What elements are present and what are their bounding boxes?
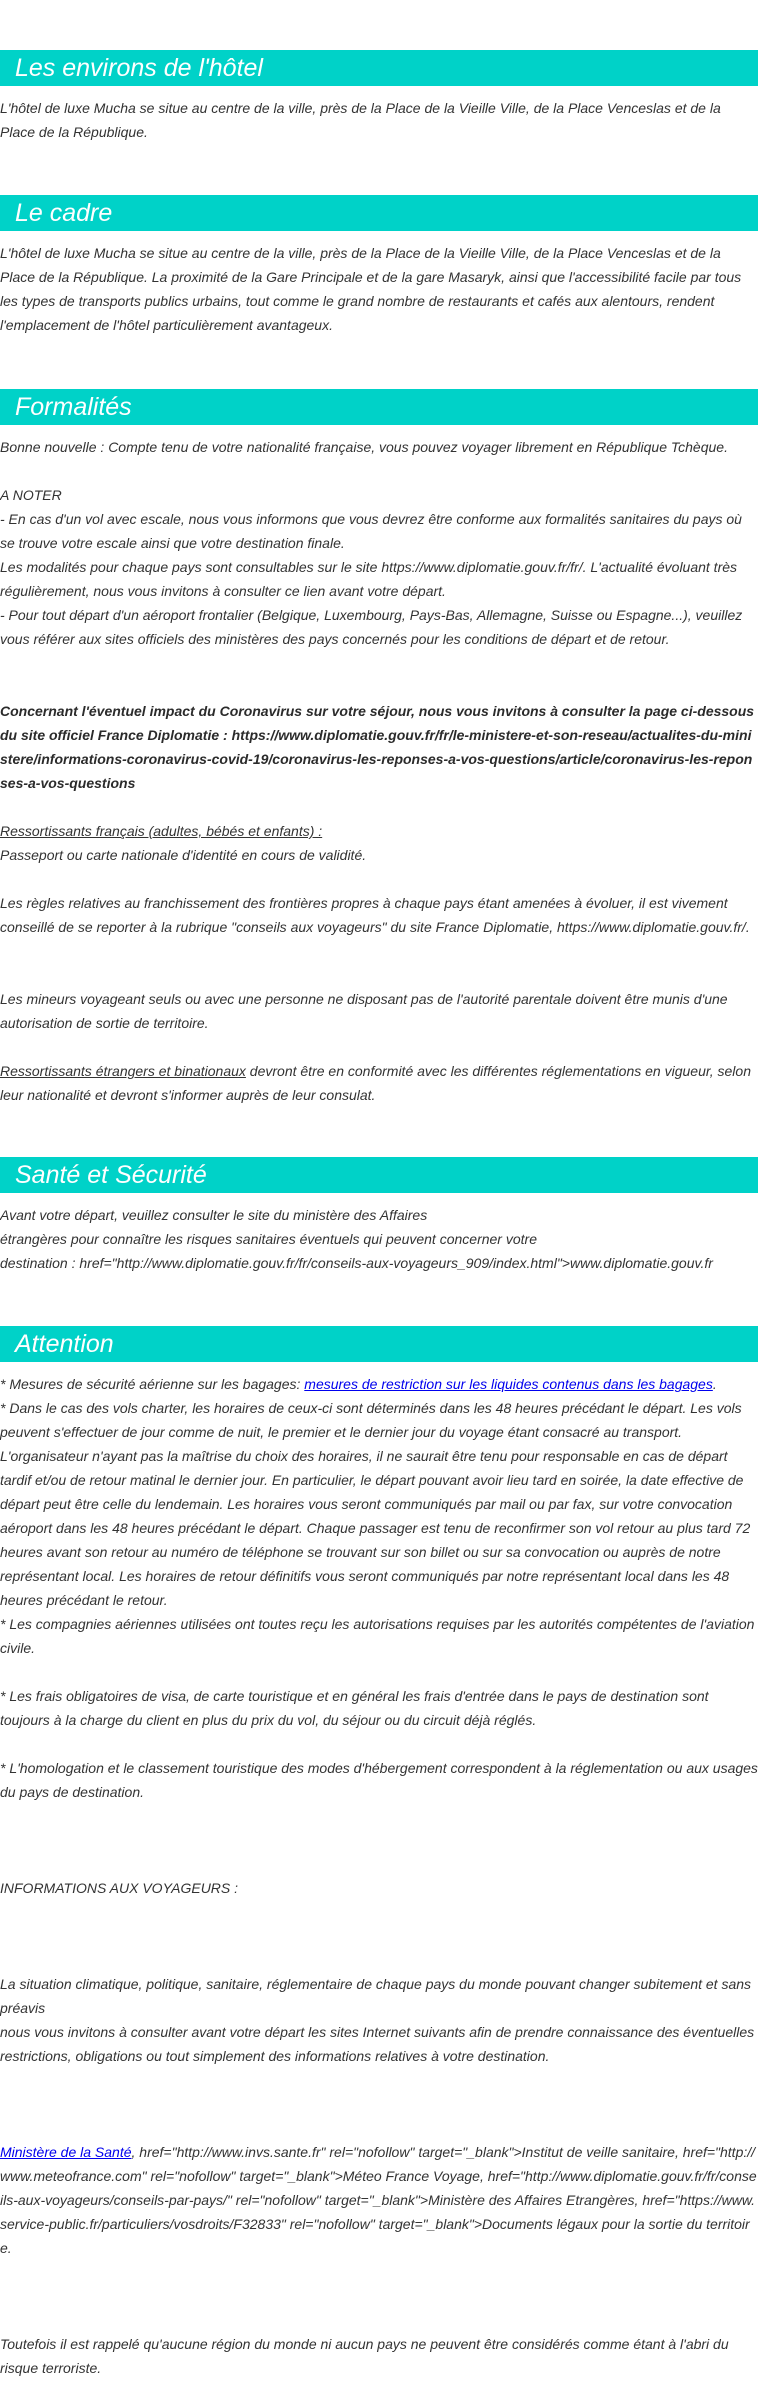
attention-bagages: [0, 1372, 758, 1396]
formalites-escale: - En cas d'un vol avec escale, nous vous informons que vous devrez être conforme aux formalités sanitaires du pays où se trouve votre escale ainsi que votre destination finale.: [0, 511, 742, 551]
ressortissants-etrangers-text: devront être en conformité avec les différentes réglementations en vigueur, selon leur nationalité et devront s'informer auprès de leur consulat.: [0, 1063, 751, 1103]
attention-vols-charter: * Dans le cas des vols charter, les horaires de ceux-ci sont déterminés dans les 48 heures précédant le départ. Les vols peuvent s'effectuer de jour comme de nuit, le premier et le dernier jour du voyage étant consacré au transport. L'organisateur n'ayant pas la maîtrise du choix des horaires, il ne saurait être tenu pour responsable en cas de départ tardif et/ou de retour matinal le dernier jour. En particulier, le départ pouvant avoir lieu tard en soirée, la date effective de départ peut être celle du lendemain. Les horaires vous seront communiqués par mail ou par fax, sur votre convocation aéroport dans les 48 heures précédant le départ. Chaque passager est tenu de reconfirmer son vol retour au plus tard 72 heures avant son retour au numéro de téléphone se trouvant sur son billet ou sur sa convocation ou auprès de notre représentant local. Les horaires de retour définitifs vous seront communiqués par notre représentant local dans les 48 heures précédant le retour.: [0, 1400, 751, 1608]
attention-terroriste: Toutefois il est rappelé qu'aucune région du monde ni aucun pays ne peuvent être considérés comme étant à l'abri du risque terroriste.: [0, 2336, 729, 2376]
section-heading-environs: Les environs de l'hôtel: [0, 50, 758, 86]
attention-bagages-suffix: .: [712, 1376, 717, 1392]
ressortissants-etrangers-heading: Ressortissants étrangers et binationaux: [0, 1063, 246, 1079]
sites-list-text: , href="http://www.invs.sante.fr" rel="nofollow" target="_blank">Institut de veille sanitaire, href="http://www.meteofrance.com" rel="nofollow" target="_blank">Méteo France Voyage, href="http://www.diplomatie.gouv.fr/fr/conseils-aux-voyageurs/conseils-par-pays/" rel="nofollow" target="_blank">Ministère des Affaires Etrangères, href="https://www.service-public.fr/particuliers/vosdroits/F32833" rel="nofollow" target="_blank">Documents légaux pour la sortie du territoire.: [0, 2144, 757, 2256]
sante-line-2: étrangères pour connaître les risques sanitaires éventuels qui peuvent concerner votre: [0, 1231, 537, 1247]
liquides-restriction-link[interactable]: mesures de restriction sur les liquides contenus dans les bagages: [304, 1376, 713, 1392]
ministere-sante-link[interactable]: Ministère de la Santé: [0, 2144, 132, 2160]
formalites-frontalier: - Pour tout départ d'un aéroport frontalier (Belgique, Luxembourg, Pays-Bas, Allemagne, Suisse ou Espagne...), veuillez vous référer aux sites officiels des ministères des pays concernés pour les conditions de départ et de retour.: [0, 607, 743, 647]
section-heading-cadre: Le cadre: [0, 195, 758, 231]
section-heading-sante: Santé et Sécurité: [0, 1157, 758, 1193]
formalites-intro: Bonne nouvelle : Compte tenu de votre nationalité française, vous pouvez voyager librement en République Tchèque.: [0, 439, 728, 455]
situation-line-1: La situation climatique, politique, sanitaire, réglementaire de chaque pays du monde pouvant changer subitement et sans préavis: [0, 1976, 752, 2016]
sante-line-1: Avant votre départ, veuillez consulter le site du ministère des Affaires: [0, 1207, 428, 1223]
attention-frais: * Les frais obligatoires de visa, de carte touristique et en général les frais d'entrée dans le pays de destination sont toujours à la charge du client en plus du prix du vol, du séjour ou du circuit déjà réglés.: [0, 1688, 709, 1728]
sante-line-3: destination : href="http://www.diplomatie.gouv.fr/fr/conseils-aux-voyageurs_909/index.html">www.diplomatie.gouv.fr: [0, 1255, 713, 1271]
attention-bagages-prefix: * Mesures de sécurité aérienne sur les bagages:: [0, 1376, 305, 1392]
formalites-regles: Les règles relatives au franchissement des frontières propres à chaque pays étant amenées à évoluer, il est vivement conseillé de se reporter à la rubrique "conseils aux voyageurs" du site France Diplomatie, https://www.diplomatie.gouv.fr/.: [0, 895, 750, 935]
attention-compagnies: * Les compagnies aériennes utilisées ont toutes reçu les autorisations requises par les autorités compétentes de l'aviation civile.: [0, 1616, 755, 1656]
infos-voyageurs-heading: INFORMATIONS AUX VOYAGEURS :: [0, 1880, 239, 1896]
situation-line-2: nous vous invitons à consulter avant votre départ les sites Internet suivants afin de prendre connaissance des éventuelles restrictions, obligations ou tout simplement des informations relatives à votre destination.: [0, 2024, 755, 2064]
ressortissants-francais: [0, 819, 758, 843]
cadre-text: L'hôtel de luxe Mucha se situe au centre de la ville, près de la Place de la Vieille Ville, de la Place Venceslas et de la Place de la République. La proximité de la Gare Principale et de la gare Masaryk, ainsi que l'accessibilité facile par tous les types de transports publics urbains, tout comme le grand nombre de restaurants et cafés aux alentours, rendent l'emplacement de l'hôtel particulièrement avantageux.: [0, 245, 742, 333]
formalites-modalites: Les modalités pour chaque pays sont consultables sur le site https://www.diplomatie.gouv.fr/fr/. L'actualité évoluant très régulièrement, nous vous invitons à consulter ce lien avant votre départ.: [0, 559, 738, 599]
ressortissants-francais-text: Passeport ou carte nationale d'identité en cours de validité.: [0, 847, 367, 863]
sites-list: [0, 2140, 758, 2260]
formalites-mineurs: Les mineurs voyageant seuls ou avec une personne ne disposant pas de l'autorité parentale doivent être munis d'une autorisation de sortie de territoire.: [0, 991, 728, 1031]
ressortissants-etrangers: [0, 1059, 758, 1107]
environs-text: L'hôtel de luxe Mucha se situe au centre de la ville, près de la Place de la Vieille Ville, de la Place Venceslas et de la Place de la République.: [0, 100, 721, 140]
formalites-coronavirus: Concernant l'éventuel impact du Coronavirus sur votre séjour, nous vous invitons à consulter la page ci-dessous du site officiel France Diplomatie : https://www.diplomatie.gouv.fr/fr/le-ministere-et-son-reseau/actualites-du-ministere/informations-coronavirus-covid-19/coronavirus-les-reponses-a-vos-questions/article/coronavirus-les-reponses-a-vos-questions: [0, 703, 755, 791]
formalites-a-noter: A NOTER: [0, 487, 62, 503]
ressortissants-francais-heading: Ressortissants français (adultes, bébés et enfants) :: [0, 823, 323, 839]
section-heading-attention: Attention: [0, 1326, 758, 1362]
attention-homologation: * L'homologation et le classement touristique des modes d'hébergement correspondent à la réglementation ou aux usages du pays de destination.: [0, 1760, 758, 1800]
section-heading-formalites: Formalités: [0, 389, 758, 425]
